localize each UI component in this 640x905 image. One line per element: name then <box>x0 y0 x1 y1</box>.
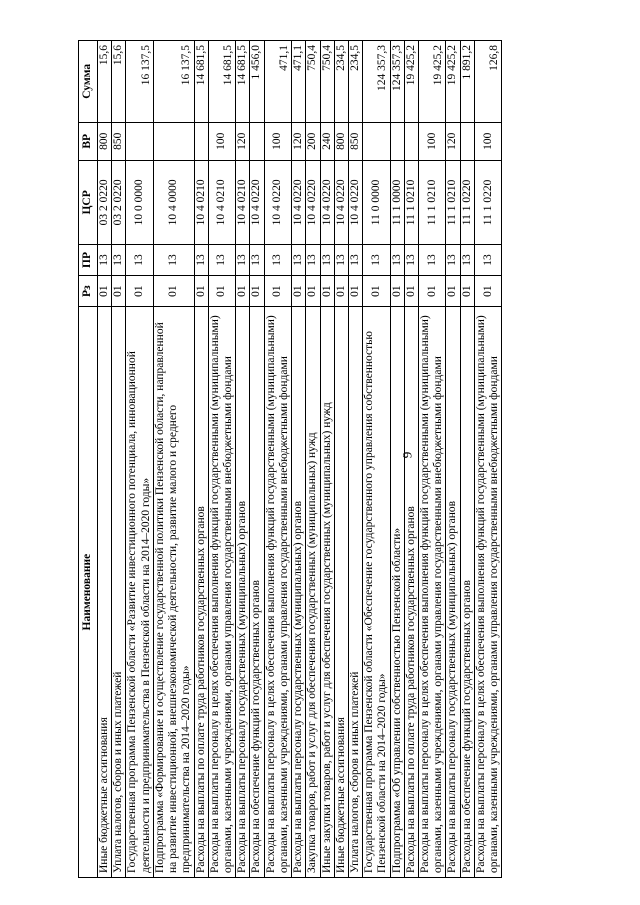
row-name: Иные бюджетные ассигнования <box>334 307 348 878</box>
row-sum: 14 681,5 <box>208 41 235 123</box>
page-number: 9 <box>399 451 415 459</box>
table-row <box>404 41 418 878</box>
row-rz: 01 <box>320 276 334 307</box>
row-vr: 120 <box>292 122 306 160</box>
row-pr: 13 <box>126 244 153 275</box>
row-pr: 13 <box>474 244 501 275</box>
row-csr: 11 1 0210 <box>404 160 418 244</box>
row-pr: 13 <box>446 244 460 275</box>
row-name: Государственная программа Пензенской области «Обеспечение государственного управления собственностью Пензенской области на 2014–2020 годы» <box>363 307 390 878</box>
row-csr: 03 2 0220 <box>98 160 112 244</box>
row-rz: 01 <box>460 276 474 307</box>
table-row <box>348 41 362 878</box>
row-name: Подпрограмма «Формирование и осуществление государственной политики Пензенской области, направленной на развитие инвестиционной, внешнеэкономической деятельности, развитие малого и среднего предпринимательства на 2014–2020 годы» <box>153 307 194 878</box>
row-name: Подпрограмма «Об управлении собственностью Пензенской области» <box>390 307 404 878</box>
row-rz: 01 <box>446 276 460 307</box>
row-vr: 100 <box>264 122 291 160</box>
row-rz: 01 <box>404 276 418 307</box>
table-row <box>363 41 390 878</box>
row-vr: 200 <box>306 122 320 160</box>
row-vr: 800 <box>334 122 348 160</box>
table-header-row <box>79 41 98 878</box>
row-vr: 850 <box>348 122 362 160</box>
row-vr <box>126 122 153 160</box>
row-rz: 01 <box>126 276 153 307</box>
row-pr: 13 <box>264 244 291 275</box>
table-row <box>292 41 306 878</box>
row-rz: 01 <box>334 276 348 307</box>
table-row <box>236 41 250 878</box>
table-row <box>153 41 194 878</box>
row-sum: 234,5 <box>334 41 348 123</box>
row-rz: 01 <box>208 276 235 307</box>
table-body <box>98 41 502 878</box>
header-csr: ЦСР <box>79 160 98 244</box>
row-name: Расходы на обеспечение функций государственных органов <box>460 307 474 878</box>
row-sum: 750,4 <box>320 41 334 123</box>
row-rz: 01 <box>474 276 501 307</box>
header-vr: ВР <box>79 122 98 160</box>
table-row <box>250 41 264 878</box>
row-sum: 14 681,5 <box>236 41 250 123</box>
row-csr: 11 1 0220 <box>460 160 474 244</box>
header-name: Наименование <box>79 307 98 878</box>
row-rz: 01 <box>112 276 126 307</box>
row-csr: 10 4 0220 <box>348 160 362 244</box>
row-sum: 124 357,3 <box>363 41 390 123</box>
row-name: Расходы на выплаты персоналу государственных (муниципальных) органов <box>236 307 250 878</box>
row-csr: 10 0 0000 <box>126 160 153 244</box>
table-row <box>390 41 404 878</box>
row-rz: 01 <box>306 276 320 307</box>
row-csr: 10 4 0220 <box>306 160 320 244</box>
row-sum: 750,4 <box>306 41 320 123</box>
row-vr: 800 <box>98 122 112 160</box>
row-pr: 13 <box>320 244 334 275</box>
row-sum: 15,6 <box>112 41 126 123</box>
row-csr: 10 4 0210 <box>236 160 250 244</box>
row-pr: 13 <box>250 244 264 275</box>
row-sum: 16 137,5 <box>153 41 194 123</box>
row-pr: 13 <box>153 244 194 275</box>
row-rz: 01 <box>363 276 390 307</box>
row-sum: 1 456,0 <box>250 41 264 123</box>
row-name: Уплата налогов, сборов и иных платежей <box>112 307 126 878</box>
header-sum: Сумма <box>79 41 98 123</box>
row-vr <box>390 122 404 160</box>
row-pr: 13 <box>390 244 404 275</box>
row-vr <box>404 122 418 160</box>
row-pr: 13 <box>460 244 474 275</box>
row-sum: 124 357,3 <box>390 41 404 123</box>
row-name: Расходы на обеспечение функций государственных органов <box>250 307 264 878</box>
rotated-page <box>78 40 628 878</box>
row-csr: 10 4 0000 <box>153 160 194 244</box>
row-csr: 11 1 0210 <box>446 160 460 244</box>
row-name: Иные закупки товаров, работ и услуг для обеспечения государственных (муниципальных) нужд <box>320 307 334 878</box>
row-sum: 14 681,5 <box>194 41 208 123</box>
row-csr: 03 2 0220 <box>112 160 126 244</box>
row-vr: 100 <box>419 122 446 160</box>
row-pr: 13 <box>363 244 390 275</box>
row-pr: 13 <box>334 244 348 275</box>
row-sum: 471,1 <box>264 41 291 123</box>
row-name: Расходы на выплаты по оплате труда работников государственных органов <box>404 307 418 878</box>
row-rz: 01 <box>264 276 291 307</box>
table-row <box>446 41 460 878</box>
table-row <box>98 41 112 878</box>
row-name: Расходы на выплаты персоналу в целях обеспечения выполнения функций государственными (муниципальными) органами, казенными учреждениями, органами управления государственными внебюджетными фондами <box>419 307 446 878</box>
row-vr <box>460 122 474 160</box>
row-vr: 100 <box>474 122 501 160</box>
table-row <box>460 41 474 878</box>
row-vr <box>363 122 390 160</box>
table-row <box>306 41 320 878</box>
row-name: Государственная программа Пензенской области «Развитие инвестиционного потенциала, инновационной деятельности и предпринимательства в Пензенской области на 2014–2020 годы» <box>126 307 153 878</box>
row-sum: 15,6 <box>98 41 112 123</box>
row-sum: 16 137,5 <box>126 41 153 123</box>
header-rz: Рз <box>79 276 98 307</box>
row-vr: 100 <box>208 122 235 160</box>
row-csr: 10 4 0220 <box>250 160 264 244</box>
table-row <box>208 41 235 878</box>
row-csr: 10 4 0220 <box>334 160 348 244</box>
row-rz: 01 <box>236 276 250 307</box>
table-row <box>320 41 334 878</box>
row-csr: 10 4 0220 <box>292 160 306 244</box>
row-name: Расходы на выплаты персоналу в целях обеспечения выполнения функций государственными (муниципальными) органами, казенными учреждениями, органами управления государственными внебюджетными фондами <box>208 307 235 878</box>
row-csr: 11 1 0220 <box>474 160 501 244</box>
row-vr <box>153 122 194 160</box>
row-rz: 01 <box>292 276 306 307</box>
row-sum: 1 891,2 <box>460 41 474 123</box>
row-name: Расходы на выплаты персоналу государственных (муниципальных) органов <box>446 307 460 878</box>
row-sum: 234,5 <box>348 41 362 123</box>
table-row <box>194 41 208 878</box>
row-pr: 13 <box>112 244 126 275</box>
row-pr: 13 <box>194 244 208 275</box>
row-pr: 13 <box>404 244 418 275</box>
row-csr: 10 4 0220 <box>264 160 291 244</box>
row-name: Иные бюджетные ассигнования <box>98 307 112 878</box>
row-rz: 01 <box>194 276 208 307</box>
table-row <box>334 41 348 878</box>
row-csr: 11 1 0000 <box>390 160 404 244</box>
row-rz: 01 <box>419 276 446 307</box>
row-name: Расходы на выплаты персоналу государственных (муниципальных) органов <box>292 307 306 878</box>
row-vr: 850 <box>112 122 126 160</box>
row-csr: 10 4 0210 <box>208 160 235 244</box>
row-vr: 120 <box>236 122 250 160</box>
row-rz: 01 <box>390 276 404 307</box>
row-sum: 126,8 <box>474 41 501 123</box>
row-vr <box>250 122 264 160</box>
row-name: Расходы на выплаты персоналу в целях обеспечения выполнения функций государственными (муниципальными) органами, казенными учреждениями, органами управления государственными внебюджетными фондами <box>474 307 501 878</box>
row-sum: 19 425,2 <box>446 41 460 123</box>
row-pr: 13 <box>236 244 250 275</box>
row-sum: 471,1 <box>292 41 306 123</box>
row-sum: 19 425,2 <box>419 41 446 123</box>
row-vr: 240 <box>320 122 334 160</box>
budget-table <box>78 40 502 878</box>
header-pr: ПР <box>79 244 98 275</box>
row-name: Закупка товаров, работ и услуг для обеспечения государственных (муниципальных) нужд <box>306 307 320 878</box>
table-row <box>126 41 153 878</box>
row-rz: 01 <box>250 276 264 307</box>
row-pr: 13 <box>419 244 446 275</box>
table-row <box>474 41 501 878</box>
row-rz: 01 <box>348 276 362 307</box>
row-rz: 01 <box>153 276 194 307</box>
row-csr: 10 4 0210 <box>194 160 208 244</box>
row-csr: 11 0 0000 <box>363 160 390 244</box>
table-row <box>419 41 446 878</box>
row-pr: 13 <box>348 244 362 275</box>
table-row <box>112 41 126 878</box>
row-vr: 120 <box>446 122 460 160</box>
row-pr: 13 <box>306 244 320 275</box>
row-csr: 11 1 0210 <box>419 160 446 244</box>
row-vr <box>194 122 208 160</box>
row-name: Расходы на выплаты персоналу в целях обеспечения выполнения функций государственными (муниципальными) органами, казенными учреждениями, органами управления государственными внебюджетными фондами <box>264 307 291 878</box>
row-pr: 13 <box>208 244 235 275</box>
row-rz: 01 <box>98 276 112 307</box>
row-name: Уплата налогов, сборов и иных платежей <box>348 307 362 878</box>
row-pr: 13 <box>98 244 112 275</box>
row-name: Расходы на выплаты по оплате труда работников государственных органов <box>194 307 208 878</box>
row-pr: 13 <box>292 244 306 275</box>
row-sum: 19 425,2 <box>404 41 418 123</box>
table-row <box>264 41 291 878</box>
row-csr: 10 4 0220 <box>320 160 334 244</box>
